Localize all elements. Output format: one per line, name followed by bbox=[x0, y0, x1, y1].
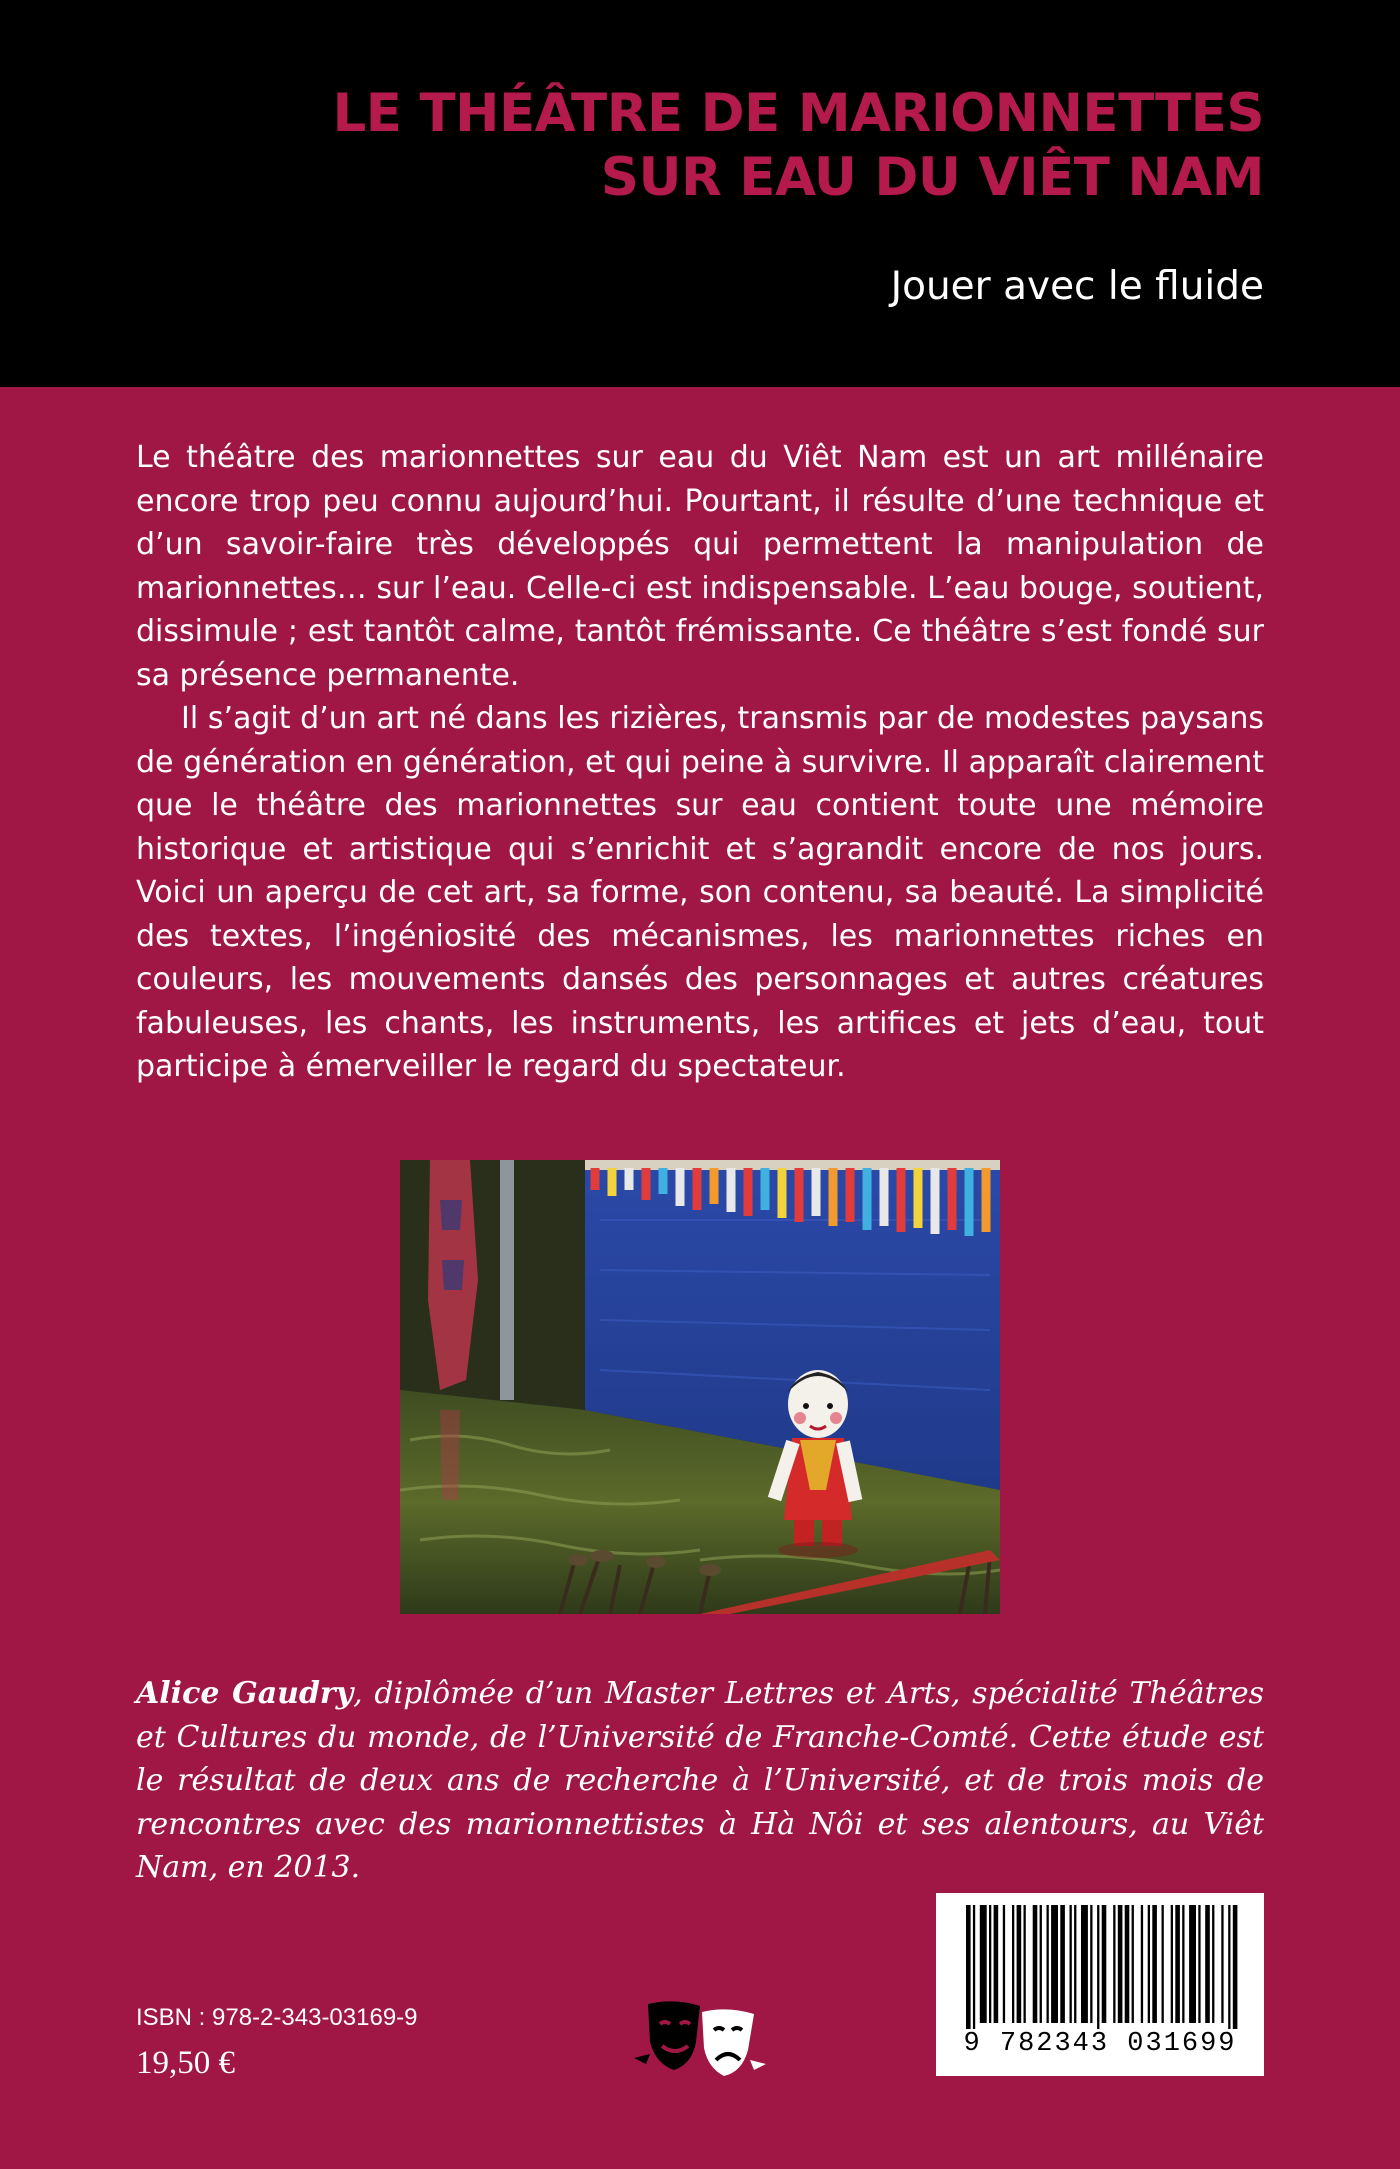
barcode-bar bbox=[1047, 1905, 1049, 2023]
barcode bbox=[936, 1893, 1264, 2076]
water-puppet-photo-art bbox=[400, 1160, 1000, 1614]
barcode-bar bbox=[1060, 1905, 1065, 2023]
barcode-bar bbox=[980, 1905, 987, 2023]
barcode-bar bbox=[1097, 1905, 1099, 2029]
barcode-bar bbox=[1090, 1905, 1092, 2023]
barcode-bar bbox=[1012, 1905, 1014, 2023]
barcode-digits: 9 782343 031699 bbox=[963, 2029, 1237, 2059]
book-title-line-2: SUR EAU DU VIÊT NAM bbox=[600, 147, 1264, 208]
barcode-bar bbox=[1198, 1905, 1200, 2023]
barcode-bar bbox=[989, 1905, 991, 2023]
barcode-bar bbox=[1233, 1905, 1238, 2029]
barcode-bar bbox=[966, 1905, 971, 2029]
book-title-line-1: LE THÉÂTRE DE MARIONNETTES bbox=[332, 83, 1264, 144]
barcode-bar bbox=[1152, 1905, 1157, 2023]
summary-paragraph-1: Le théâtre des marionnettes sur eau du Viêt Nam est un art millénaire encore trop peu connu aujourd’hui. Pourtant, il résulte d’une technique et d’un savoir-faire très développés qui permettent la manipulation de marionnettes… sur l’eau. Celle-ci est indispensable. L’eau bouge, soutient, dissimule ; est tantôt calme, tantôt frémissante. Ce théâtre s’est fondé sur sa présence permanente. bbox=[136, 440, 1264, 693]
book-subtitle: Jouer avec le fluide bbox=[890, 264, 1264, 309]
barcode-bar bbox=[1182, 1905, 1184, 2023]
barcode-bar bbox=[1074, 1905, 1076, 2023]
barcode-bar bbox=[1141, 1905, 1143, 2023]
barcode-bar bbox=[1221, 1905, 1223, 2023]
water-puppet-photo bbox=[400, 1160, 1000, 1614]
barcode-bar bbox=[973, 1905, 975, 2029]
barcode-bar bbox=[1125, 1905, 1130, 2023]
summary-paragraph-2: Il s’agit d’un art né dans les rizières, transmis par de modestes paysans de génération en génération, et qui peine à survivre. Il apparaît clairement que le théâtre des marionnettes sur eau contient toute une mémoire historique et artistique qui s’enrichit et s’agrandit encore de nos jours. Voici un aperçu de cet art, sa forme, son contenu, sa beauté. La simplicité des textes, l’ingéniosité des mécanismes, les marionnettes riches en couleurs, les mouvements dansés des personnages et autres créatures fabuleuses, les chants, les instruments, les artifices et jets d’eau, tout participe à émerveiller le regard du spectateur. bbox=[136, 701, 1264, 1084]
author-bio-text: , diplômée d’un Master Lettres et Arts, spécialité Théâtres et Cultures du monde, de l’Université de Franche-Comté. Cette étude est le résultat de deux ans de recherche à l’Université, et de trois mois de rencontres avec des marionnettistes à Hà Nôi et ses alentours, au Viêt Nam, en 2013. bbox=[136, 1676, 1264, 1885]
barcode-bar bbox=[1118, 1905, 1123, 2023]
barcode-bar bbox=[1162, 1905, 1164, 2023]
barcode-bar bbox=[1132, 1905, 1134, 2023]
barcode-bar bbox=[1175, 1905, 1180, 2023]
barcode-bar bbox=[1228, 1905, 1230, 2029]
author-name: Alice Gaudry bbox=[136, 1676, 354, 1711]
barcode-bar bbox=[1171, 1905, 1173, 2023]
barcode-bar bbox=[1003, 1905, 1005, 2023]
price-label: 19,50 € bbox=[136, 2045, 235, 2081]
barcode-bar bbox=[1081, 1905, 1088, 2023]
barcode-bar bbox=[1205, 1905, 1210, 2023]
barcode-bar bbox=[1212, 1905, 1214, 2023]
barcode-bar bbox=[994, 1905, 999, 2023]
barcode-bar bbox=[1102, 1905, 1107, 2023]
book-title bbox=[333, 82, 1264, 210]
barcode-bar bbox=[1189, 1905, 1196, 2023]
barcode-bar bbox=[1033, 1905, 1038, 2023]
barcode-bar bbox=[1070, 1905, 1072, 2023]
barcode-bar bbox=[1148, 1905, 1150, 2023]
barcode-bar bbox=[1040, 1905, 1042, 2023]
barcode-bar bbox=[1024, 1905, 1026, 2023]
theatre-masks-icon bbox=[630, 1998, 770, 2080]
barcode-bar bbox=[1051, 1905, 1058, 2023]
barcode-icon bbox=[936, 1893, 1264, 2033]
author-bio bbox=[136, 1672, 1264, 1890]
isbn-label: ISBN : 978-2-343-03169-9 bbox=[136, 2004, 418, 2031]
barcode-bar bbox=[1113, 1905, 1115, 2023]
cover-header-band bbox=[0, 0, 1400, 387]
back-cover-summary bbox=[136, 436, 1264, 1089]
barcode-bar bbox=[1017, 1905, 1022, 2023]
